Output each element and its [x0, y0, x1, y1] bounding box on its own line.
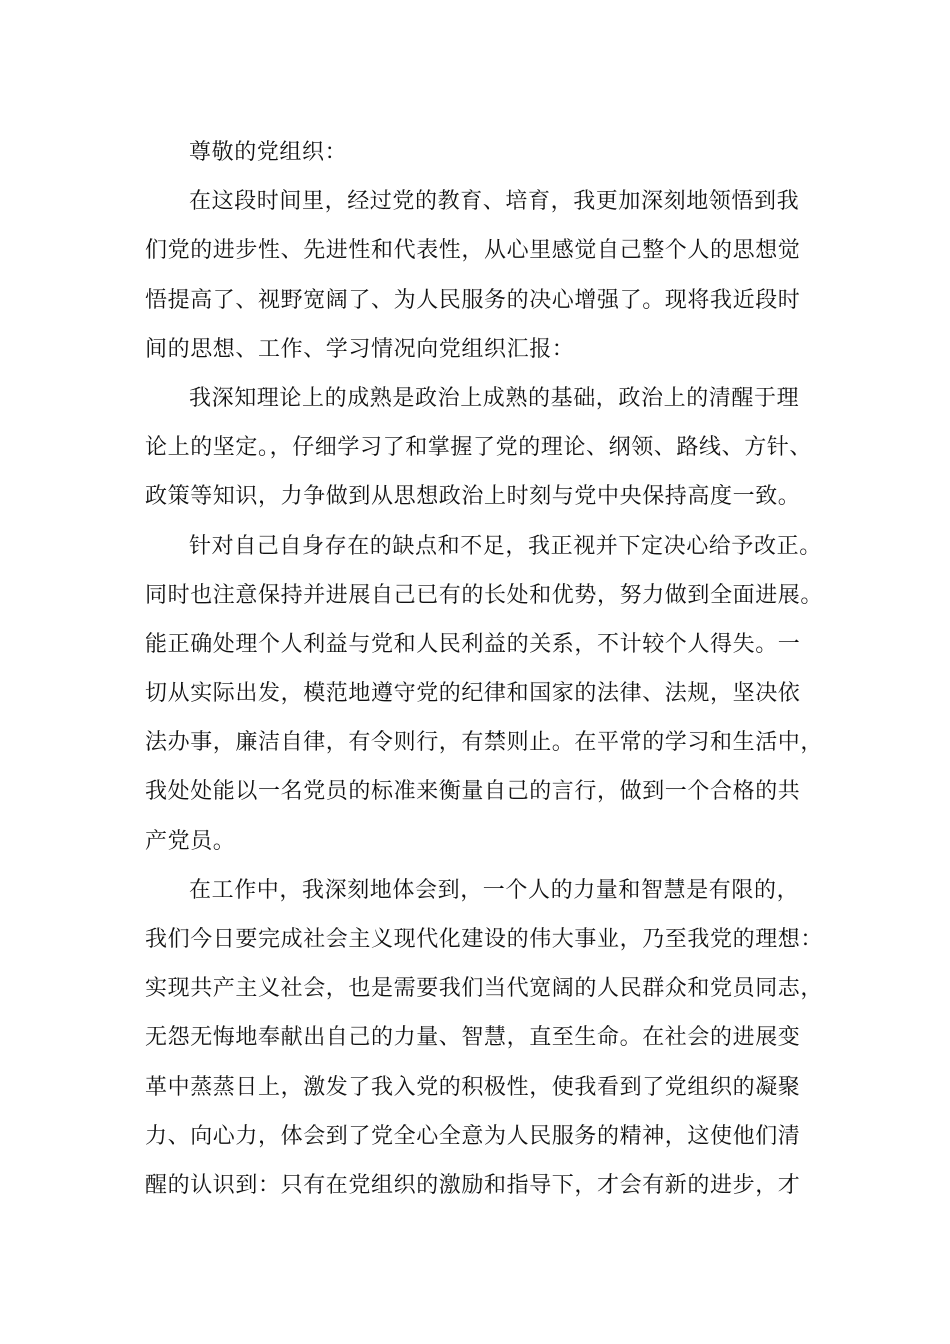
salutation: 尊敬的党组织： — [189, 140, 348, 165]
text-line: 悟提高了、视野宽阔了、为人民服务的决心增强了。现将我近段时 — [145, 287, 801, 313]
text-line: 能正确处理个人利益与党和人民利益的关系，不计较个人得失。一 — [145, 631, 801, 657]
text-line: 我处处能以一名党员的标准来衡量自己的言行，做到一个合格的共 — [145, 779, 801, 805]
text-line: 间的思想、工作、学习情况向党组织汇报： — [145, 336, 575, 362]
text-line: 我深知理论上的成熟是政治上成熟的基础，政治上的清醒于理 — [189, 385, 800, 411]
text-line: 论上的坚定。，仔细学习了和掌握了党的理论、纲领、路线、方针、 — [145, 435, 813, 461]
text-line: 无怨无悔地奉献出自己的力量、智慧，直至生命。在社会的进展变 — [145, 1025, 801, 1051]
text-line: 切从实际出发，模范地遵守党的纪律和国家的法律、法规，坚决依 — [145, 681, 801, 707]
text-line: 针对自己自身存在的缺点和不足，我正视并下定决心给予改正。 — [189, 533, 822, 559]
text-line: 政策等知识，力争做到从思想政治上时刻与党中央保持高度一致。 — [145, 484, 801, 510]
text-line: 同时也注意保持并进展自己已有的长处和优势，努力做到全面进展。 — [145, 582, 824, 608]
text-line: 在这段时间里，经过党的教育、培育，我更加深刻地领悟到我 — [189, 189, 800, 215]
text-line: 产党员。 — [145, 828, 236, 854]
text-line: 法办事，廉洁自律，有令则行，有禁则止。在平常的学习和生活中， — [145, 730, 824, 756]
text-line: 革中蒸蒸日上，激发了我入党的积极性，使我看到了党组织的凝聚 — [145, 1074, 801, 1100]
text-line: 醒的认识到：只有在党组织的激励和指导下，才会有新的进步，才 — [145, 1172, 801, 1198]
text-line: 我们今日要完成社会主义现代化建设的伟大事业，乃至我党的理想： — [145, 927, 824, 952]
text-line: 在工作中，我深刻地体会到，一个人的力量和智慧是有限的， — [189, 877, 800, 903]
text-line: 实现共产主义社会，也是需要我们当代宽阔的人民群众和党员同志， — [145, 976, 824, 1002]
text-line: 力、向心力，体会到了党全心全意为人民服务的精神，这使他们清 — [145, 1123, 801, 1149]
document-body — [145, 128, 825, 1210]
text-line: 们党的进步性、先进性和代表性，从心里感觉自己整个人的思想觉 — [145, 238, 801, 264]
